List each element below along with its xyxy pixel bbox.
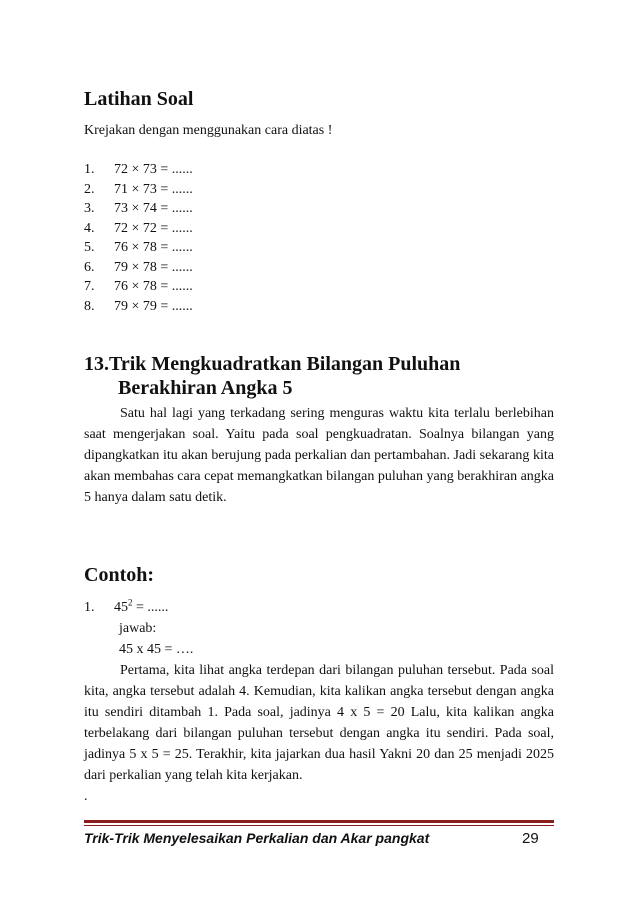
contoh-explanation: Pertama, kita lihat angka terdepan dari bilangan puluhan tersebut. Pada soal kita, angka tersebut adalah 4. Kemudian, kita kalikan angka tersebut dengan angka itu sendiri ditambah 1. Pada soal, jadinya 4 x 5 = 20 Lalu, kita kalikan angka terbelakang dari bilangan puluhan tersebut dengan angka itu sendiri. Pada soal, jadinya 5 x 5 = 25. Terakhir, kita jajarkan dua hasil Yakni 20 dan 25 menjadi 2025 dari perkalian yang telah kita kerjakan. [84,663,554,783]
trailing-dot: . [84,789,88,804]
list-item [84,238,193,258]
item-text: 71 × 73 = ...... [114,181,193,197]
list-item [84,219,193,239]
list-item [84,199,193,219]
footer-title: Trik-Trik Menyelesaikan Perkalian dan Akar pangkat [84,830,430,846]
jawab-label: jawab: [119,621,157,636]
item-text: 79 × 79 = ...... [114,298,193,314]
item-number: 4. [84,220,95,236]
section-13-heading [84,352,554,400]
item-base: 45 [114,600,128,615]
item-number: 2. [84,181,95,197]
item-number: 3. [84,201,95,216]
list-item [84,277,193,297]
exercise-list [84,160,193,316]
contoh-item [84,597,168,618]
list-item [84,258,193,278]
item-number: 1. [84,600,95,615]
footer-rule-thick [84,820,554,823]
footer-rule-thin [84,825,554,826]
item-exponent: 2 [128,597,133,608]
latihan-heading: Latihan Soal [84,88,194,110]
item-number: 5. [84,240,95,255]
item-text: 72 × 72 = ...... [114,220,193,236]
jawab-expression: 45 x 45 = …. [119,642,194,657]
item-text: 72 × 73 = ...... [114,162,193,177]
contoh-heading: Contoh: [84,564,155,586]
section-13-title-line2: Berakhiran Angka 5 [118,377,293,399]
item-text: 79 × 78 = ...... [114,259,193,275]
item-number: 7. [84,279,95,294]
item-number: 1. [84,162,95,177]
latihan-instruction: Krejakan dengan menggunakan cara diatas ! [84,123,333,138]
section-13-title-line1: 13.Trik Mengkuadratkan Bilangan Puluhan [84,353,461,375]
item-number: 8. [84,298,95,314]
item-number: 6. [84,259,95,275]
item-rest: = ...... [132,600,169,615]
page-number: 29 [522,830,539,847]
list-item [84,160,193,180]
item-text: 76 × 78 = ...... [114,240,193,255]
item-text: 76 × 78 = ...... [114,279,193,294]
list-item [84,297,193,317]
list-item [84,180,193,200]
section-13-paragraph: Satu hal lagi yang terkadang sering menguras waktu kita terlalu berlebihan saat mengerjakan soal. Yaitu pada soal pengkuadratan. Soalnya bilangan yang dipangkatkan itu akan berujung pada perkalian dan pertambahan. Jadi sekarang kita akan membahas cara cepat memangkatkan bilangan puluhan yang berakhiran angka 5 hanya dalam satu detik. [84,406,554,505]
item-text: 73 × 74 = ...... [114,201,193,216]
